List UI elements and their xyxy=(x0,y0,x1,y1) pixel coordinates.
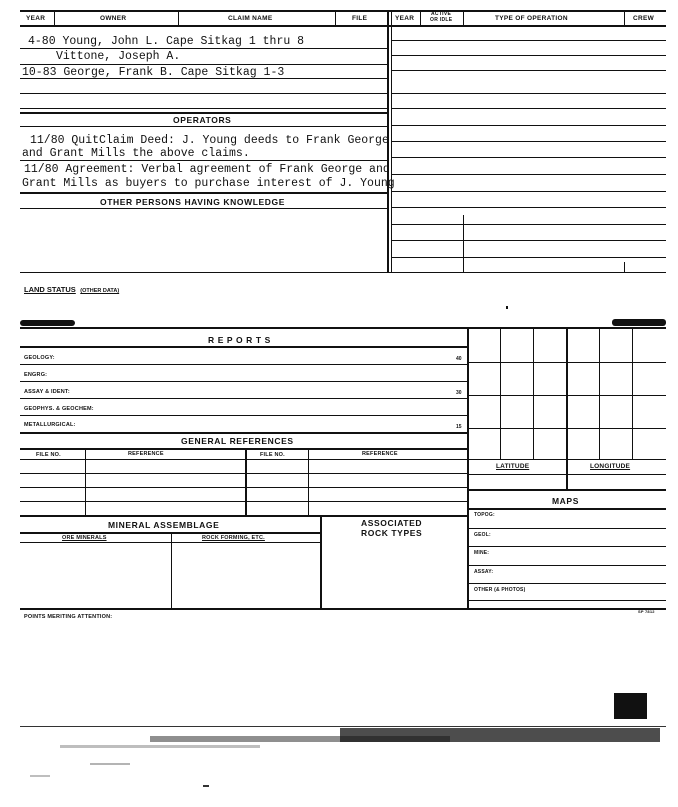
report-row-label: METALLURGICAL: xyxy=(24,422,76,428)
report-row-num: 40 xyxy=(456,356,462,362)
points-meriting-attention: POINTS MERITING ATTENTION: xyxy=(24,614,113,620)
report-row-label: ASSAY & IDENT: xyxy=(24,389,70,395)
claim-row: 4-80 Young, John L. Cape Sitkag 1 thru 8 xyxy=(28,35,305,48)
general-references-heading: GENERAL REFERENCES xyxy=(181,436,294,446)
ref-col-header: FILE NO. xyxy=(260,452,285,458)
reports-heading: R E P O R T S xyxy=(208,335,271,345)
ore-minerals-label: ORE MINERALS xyxy=(62,535,107,541)
header-file: FILE xyxy=(352,15,368,22)
operator-entry: 11/80 QuitClaim Deed: J. Young deeds to Frank George xyxy=(30,134,389,147)
header-active: ACTIVE xyxy=(431,11,452,17)
operator-entry: Grant Mills as buyers to purchase interest of J. Young xyxy=(22,177,395,190)
header-claim-name: CLAIM NAME xyxy=(228,15,273,22)
operator-entry: and Grant Mills the above claims. xyxy=(22,147,250,160)
form-code: SP 7812 xyxy=(638,609,655,614)
map-row-label: OTHER (& PHOTOS) xyxy=(474,587,526,593)
ref-col-header: REFERENCE xyxy=(128,451,164,457)
longitude-label: LONGITUDE xyxy=(590,463,631,470)
header-or-idle: OR IDLE xyxy=(430,17,453,23)
ref-col-header: REFERENCE xyxy=(362,451,398,457)
maps-heading: MAPS xyxy=(552,496,579,506)
report-row-num: 15 xyxy=(456,424,462,430)
associated-label: ASSOCIATED xyxy=(361,518,423,528)
map-row-label: GEOL: xyxy=(474,532,491,538)
land-status-label: LAND STATUS xyxy=(24,285,76,294)
header-year: YEAR xyxy=(26,15,46,22)
map-row-label: MINE: xyxy=(474,550,490,556)
rock-forming-label: ROCK FORMING, ETC. xyxy=(202,535,265,541)
map-row-label: ASSAY: xyxy=(474,569,494,575)
report-row-label: GEOPHYS. & GEOCHEM: xyxy=(24,406,94,412)
operator-entry: 11/80 Agreement: Verbal agreement of Frank George and xyxy=(24,163,390,176)
other-persons-heading: OTHER PERSONS HAVING KNOWLEDGE xyxy=(100,197,286,207)
land-status xyxy=(24,279,119,297)
ref-col-header: FILE NO. xyxy=(36,452,61,458)
mineral-assemblage-heading: MINERAL ASSEMBLAGE xyxy=(108,520,220,530)
rock-types-label: ROCK TYPES xyxy=(361,528,423,538)
report-row-label: GEOLOGY: xyxy=(24,355,55,361)
claim-row: Vittone, Joseph A. xyxy=(56,50,181,63)
header-owner: OWNER xyxy=(100,15,127,22)
header-type-of-operation: TYPE OF OPERATION xyxy=(495,15,568,22)
operators-heading: OPERATORS xyxy=(173,115,232,125)
report-row-label: ENGRG: xyxy=(24,372,48,378)
map-row-label: TOPOG: xyxy=(474,512,495,518)
header-crew: CREW xyxy=(633,15,655,22)
land-status-sub: (OTHER DATA) xyxy=(80,288,120,294)
latitude-label: LATITUDE xyxy=(496,463,530,470)
header-year-2: YEAR xyxy=(395,15,415,22)
claim-row: 10-83 George, Frank B. Cape Sitkag 1-3 xyxy=(22,66,285,79)
report-row-num: 30 xyxy=(456,390,462,396)
